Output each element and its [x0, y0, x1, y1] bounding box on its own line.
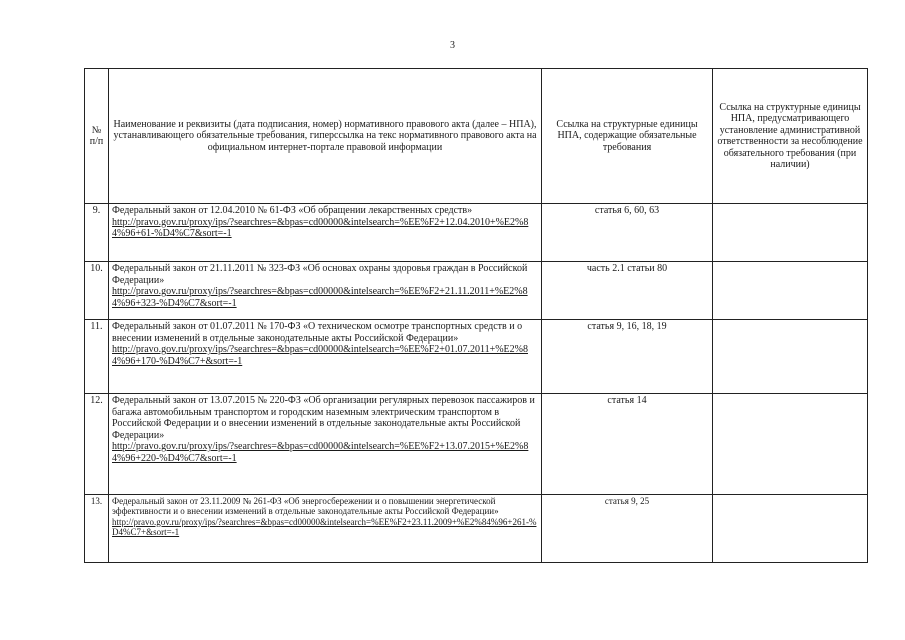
row-reference: часть 2.1 статьи 80 — [542, 262, 713, 320]
row-reference: статья 9, 25 — [542, 495, 713, 563]
act-link[interactable]: http://pravo.gov.ru/proxy/ips/?searchres=&bpas=cd00000&intelsearch=%EE%F2+12.04.2010+%E2%84%96+61-%D4%C7&sort=-1 — [112, 216, 529, 239]
act-title: Федеральный закон от 12.04.2010 № 61-ФЗ «Об обращении лекарственных средств» — [112, 205, 473, 216]
row-act — [109, 262, 542, 320]
row-number: 11. — [85, 320, 109, 394]
row-responsibility — [713, 204, 868, 262]
table-row — [85, 204, 868, 262]
row-act — [109, 320, 542, 394]
row-act — [109, 495, 542, 563]
table-row — [85, 394, 868, 495]
page-number: 3 — [450, 40, 455, 51]
row-responsibility — [713, 262, 868, 320]
table-header-row — [85, 69, 868, 204]
row-responsibility — [713, 394, 868, 495]
row-responsibility — [713, 495, 868, 563]
act-title: Федеральный закон от 13.07.2015 № 220-ФЗ «Об организации регулярных перевозок пассажиров и багажа автомобильным транспортом и городским наземным электрическим транспортом в Российской Федерации и о внесении изменений в отдельные законодательные акты Российской Федерации» — [112, 395, 535, 441]
table-row — [85, 320, 868, 394]
row-number: 12. — [85, 394, 109, 495]
act-title: Федеральный закон от 21.11.2011 № 323-ФЗ «Об основах охраны здоровья граждан в Российской Федерации» — [112, 263, 528, 286]
act-link[interactable]: http://pravo.gov.ru/proxy/ips/?searchres=&bpas=cd00000&intelsearch=%EE%F2+01.07.2011+%E2%84%96+170-%D4%C7+&sort=-1 — [112, 344, 528, 367]
row-act — [109, 394, 542, 495]
header-responsibility: Ссылка на структурные единицы НПА, предусматривающего установление административной ответственности за несоблюдение обязательного требования (при наличии) — [713, 69, 868, 204]
row-reference: статья 9, 16, 18, 19 — [542, 320, 713, 394]
header-num: № п/п — [85, 69, 109, 204]
act-link[interactable]: http://pravo.gov.ru/proxy/ips/?searchres=&bpas=cd00000&intelsearch=%EE%F2+23.11.2009+%E2%84%96+261-%D4%C7+&sort=-1 — [112, 516, 537, 537]
row-reference: статья 14 — [542, 394, 713, 495]
table-row — [85, 495, 868, 563]
requirements-table — [84, 68, 868, 563]
act-title: Федеральный закон от 23.11.2009 № 261-ФЗ «Об энергосбережении и о повышении энергетической эффективности и о внесении изменений в отдельные законодательные акты Российской Федерации» — [112, 496, 499, 517]
header-link: Ссылка на структурные единицы НПА, содержащие обязательные требования — [542, 69, 713, 204]
act-link[interactable]: http://pravo.gov.ru/proxy/ips/?searchres=&bpas=cd00000&intelsearch=%EE%F2+13.07.2015+%E2%84%96+220-%D4%C7&sort=-1 — [112, 441, 529, 464]
row-number: 13. — [85, 495, 109, 563]
act-title: Федеральный закон от 01.07.2011 № 170-ФЗ «О техническом осмотре транспортных средств и о внесении изменений в отдельные законодательные акты Российской Федерации» — [112, 321, 523, 344]
row-number: 10. — [85, 262, 109, 320]
row-responsibility — [713, 320, 868, 394]
row-reference: статья 6, 60, 63 — [542, 204, 713, 262]
act-link[interactable]: http://pravo.gov.ru/proxy/ips/?searchres=&bpas=cd00000&intelsearch=%EE%F2+21.11.2011+%E2%84%96+323-%D4%C7&sort=-1 — [112, 286, 528, 309]
row-act — [109, 204, 542, 262]
header-name: Наименование и реквизиты (дата подписания, номер) нормативного правового акта (далее – НПА), устанавливающего обязательные требования, гиперссылка на текс нормативного правового акта на официальном интернет-портале правовой информации — [109, 69, 542, 204]
table-row — [85, 262, 868, 320]
row-number: 9. — [85, 204, 109, 262]
